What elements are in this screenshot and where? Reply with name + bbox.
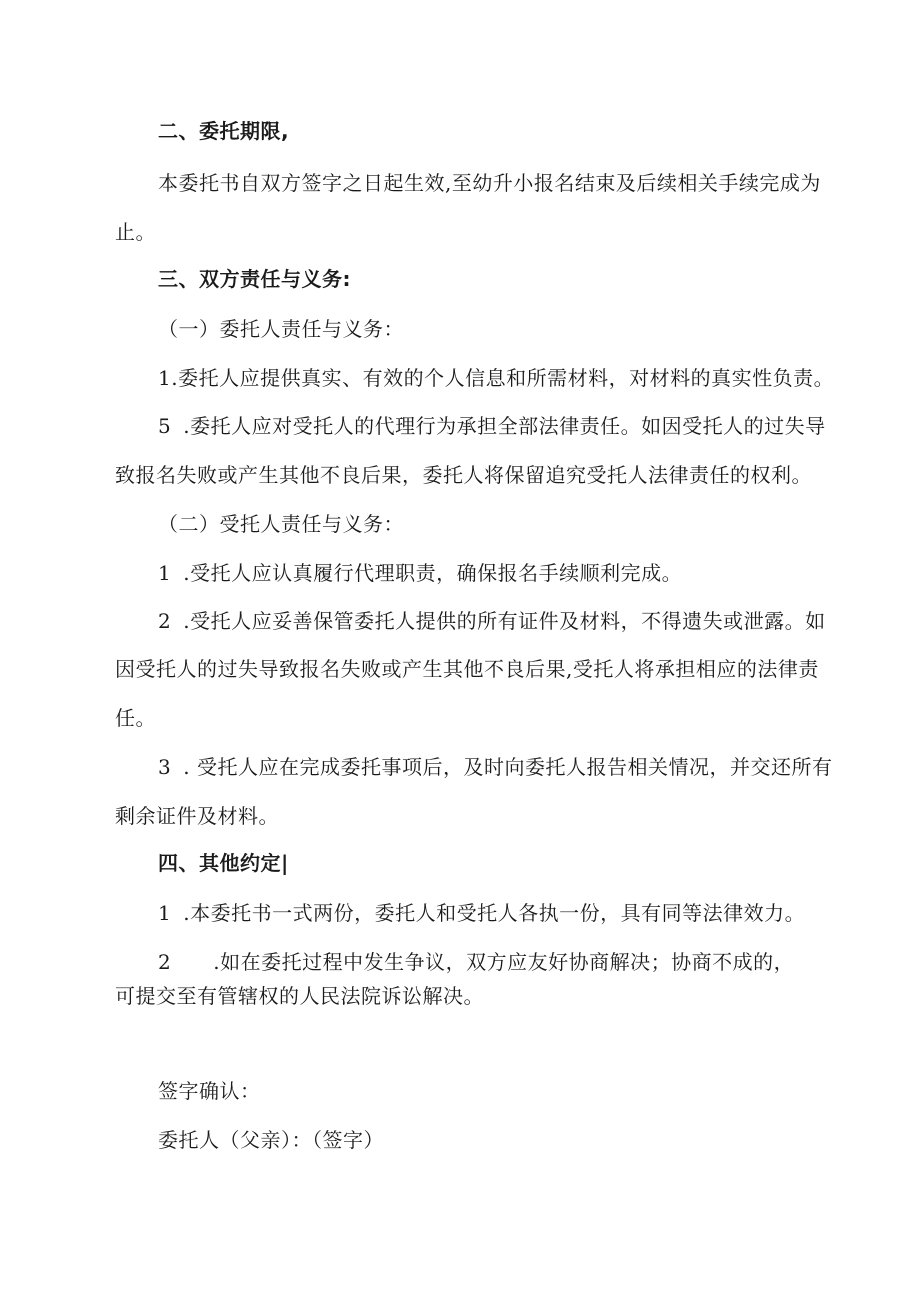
item-text: .受托人应认真履行代理职责，确保报名手续顺利完成。 [183,561,683,585]
section3-sub2-item2-line3: 任。 [115,706,156,730]
item-number: 2 [158,609,172,633]
item-text: .本委托书一式两份，委托人和受托人各执一份，具有同等法律效力。 [183,901,806,925]
item-text: . 受托人应在完成委托事项后，及时向委托人报告相关情况，并交还所有 [183,755,833,779]
section3-sub2-item3-line2: 剩余证件及材料。 [115,804,279,828]
section2-para-line1: 本委托书自双方签字之日起生效,至幼升小报名结束及后续相关手续完成为 [158,171,821,195]
section3-sub1-item5-line2: 致报名失败或产生其他不良后果，委托人将保留追究受托人法律责任的权利。 [115,463,812,487]
section3-sub2-item1 [158,560,682,586]
section3-sub2-item2-line1 [158,608,826,634]
item-text: .如在委托过程中发生争议，双方应友好协商解决；协商不成的， [213,950,795,974]
section4-item2-line2: 可提交至有管辖权的人民法院诉讼解决。 [115,984,484,1008]
item-text: .委托人应对受托人的代理行为承担全部法律责任。如因受托人的过失导 [183,414,826,438]
section2-heading: 二、委托期限, [158,119,290,143]
section3-sub1-item5-line1 [158,413,826,439]
section4-item2-line1 [158,949,794,975]
item-number: 5 [158,414,172,438]
section3-sub1-heading: （一）委托人责任与义务： [158,317,404,341]
item-number: 2 [158,950,172,974]
signature-principal: 委托人（父亲）：（签字） [158,1128,384,1152]
signature-label: 签字确认： [158,1079,261,1103]
section3-sub2-item2-line2: 因受托人的过失导致报名失败或产生其他不良后果,受托人将承担相应的法律责 [115,657,819,681]
item-number: 1 [158,561,172,585]
section4-heading: 四、其他约定| [158,851,289,875]
section3-sub2-heading: （二）受托人责任与义务： [158,512,404,536]
section2-para-line2: 止。 [115,220,156,244]
item-number: 1 [158,901,172,925]
section3-sub2-item3-line1 [158,754,832,780]
section4-item1 [158,900,805,926]
item-number: 3 [158,755,172,779]
item-text: .受托人应妥善保管委托人提供的所有证件及材料，不得遗失或泄露。如 [183,609,826,633]
section3-sub1-item1: 1.委托人应提供真实、有效的个人信息和所需材料，对材料的真实性负责。 [158,366,835,390]
section3-heading: 三、双方责任与义务: [158,267,351,291]
